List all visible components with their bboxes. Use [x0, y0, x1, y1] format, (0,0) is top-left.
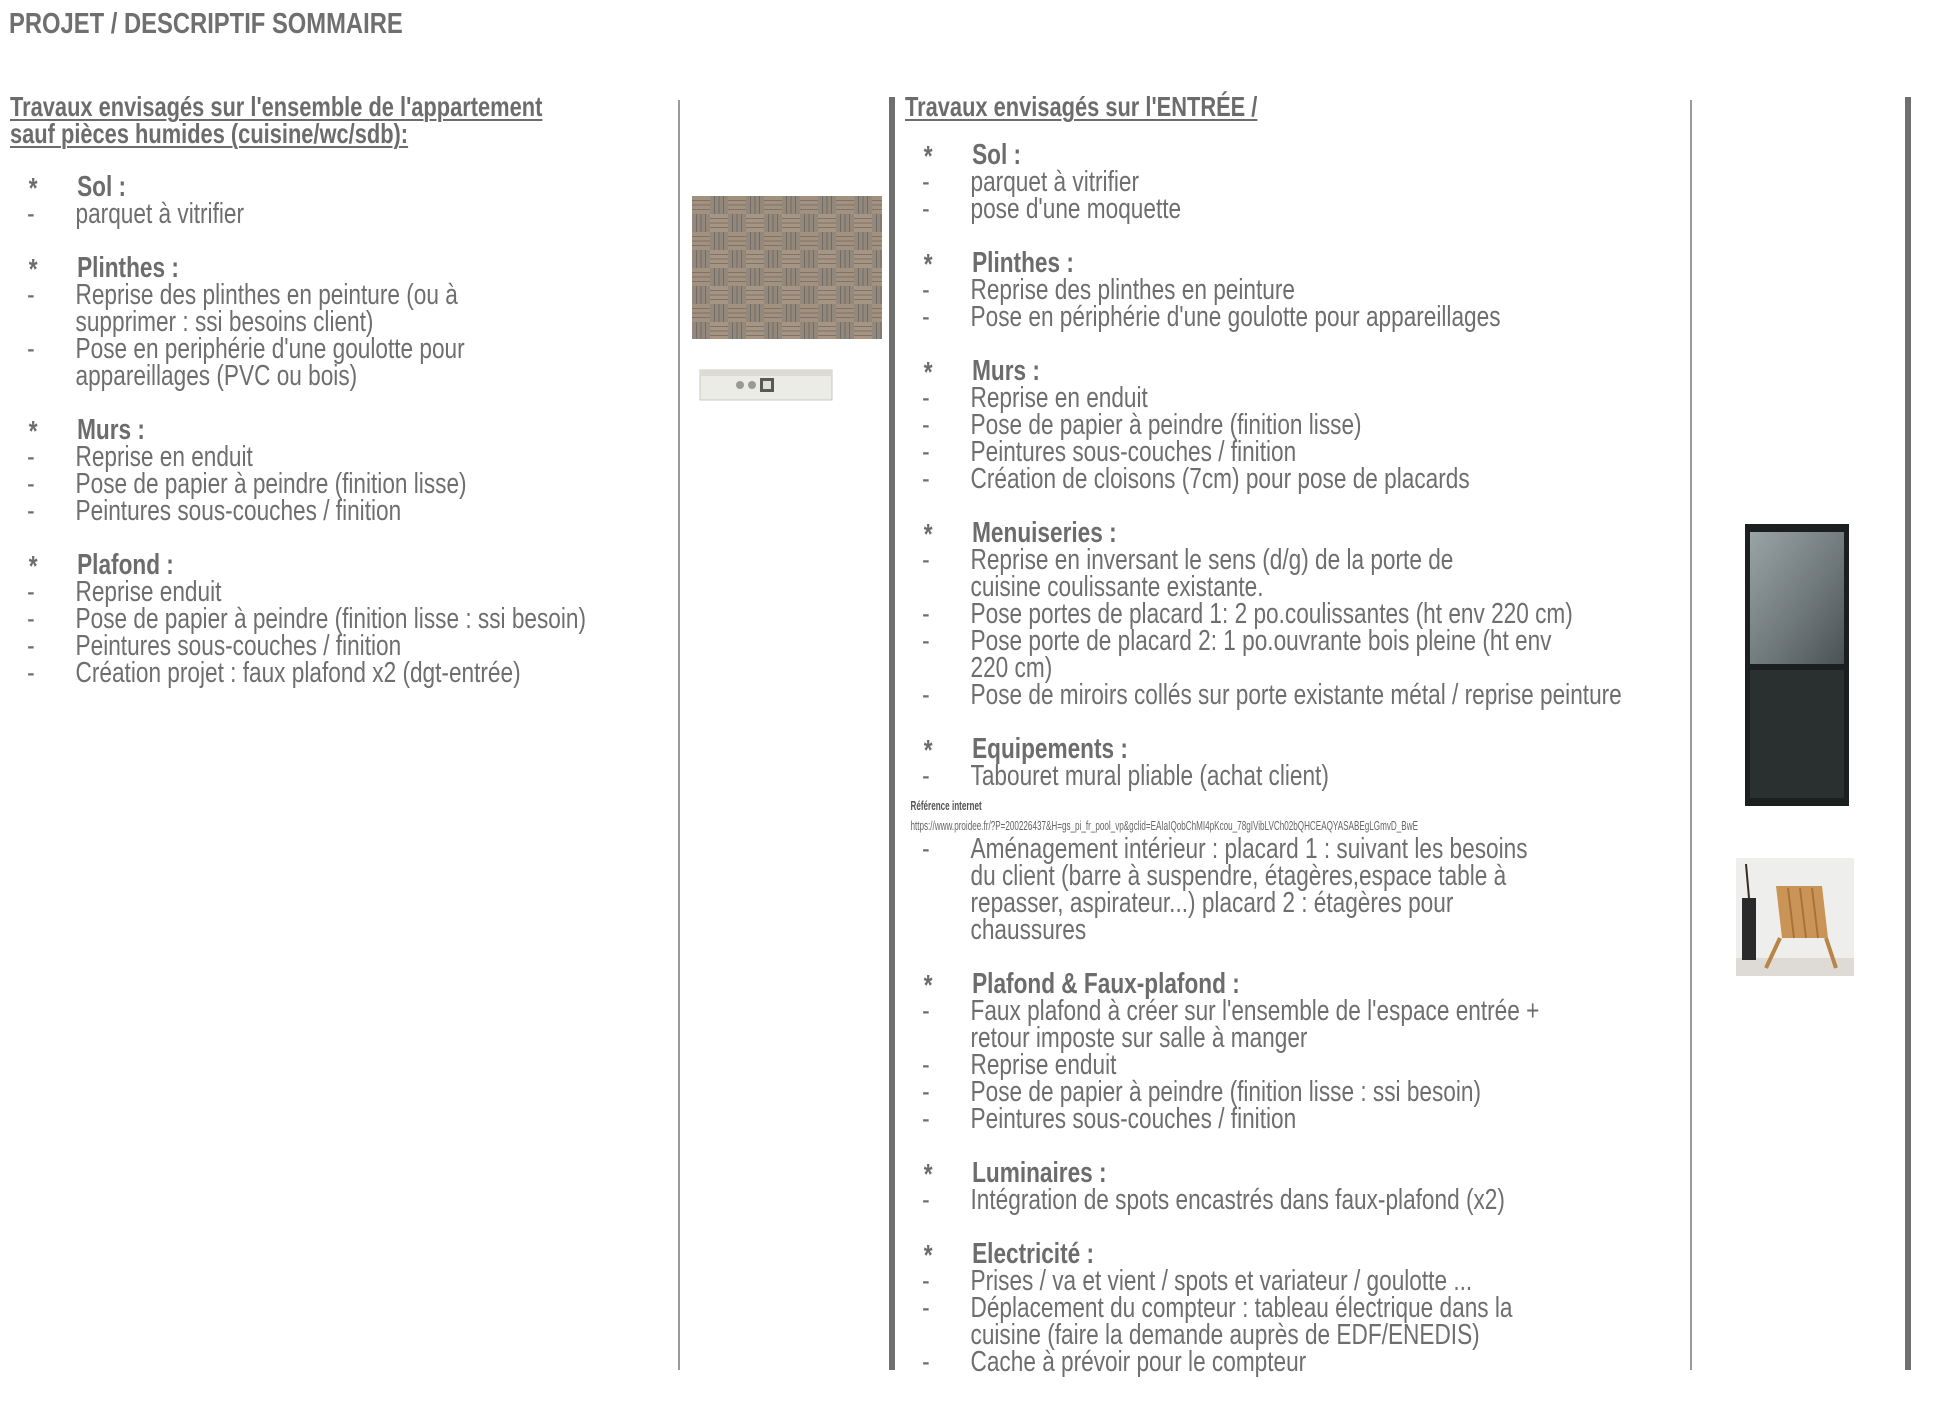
- list-item: - Prises / va et vient / spots et variateur / goulotte ...: [922, 1265, 1473, 1297]
- list-item: - pose d'une moquette: [922, 193, 1182, 225]
- bullet-dash: -: [27, 441, 35, 473]
- bullet-dash: -: [922, 463, 930, 495]
- reference-label: Référence internet: [910, 798, 982, 813]
- bullet-dash: -: [27, 333, 35, 365]
- bullet-dash: -: [922, 382, 930, 414]
- bullet-dash: -: [922, 1049, 930, 1081]
- bullet-star: *: [923, 1159, 933, 1191]
- list-item: - Pose portes de placard 1: 2 po.coulissantes (ht env 220 cm): [922, 598, 1573, 630]
- column-divider-right: [1690, 100, 1692, 1370]
- list-item: - Aménagement intérieur : placard 1 : suivant les besoins du client (barre à suspendre, étagères,espace table à repasser, aspirateur...) placard 2 : étagères pour chaussures: [922, 833, 1528, 946]
- left-heading-line1: Travaux envisagés sur l'ensemble de l'appartement: [10, 91, 543, 122]
- section-title: Plinthes :: [972, 247, 1074, 279]
- left-column-content: [10, 93, 634, 687]
- goulotte-photo: [698, 364, 834, 410]
- list-item: - Faux plafond à créer sur l'ensemble de l'espace entrée + retour imposte sur salle à manger: [922, 995, 1540, 1054]
- bullet-dash: -: [922, 193, 930, 225]
- bullet-dash: -: [27, 630, 35, 662]
- bullet-dash: -: [922, 833, 930, 865]
- bullet-star: *: [28, 173, 38, 205]
- section-title: Plafond :: [77, 549, 174, 581]
- list-item: - Tabouret mural pliable (achat client): [922, 760, 1329, 792]
- right-section-equipements: [905, 733, 1591, 946]
- column-divider-left: [678, 100, 680, 1370]
- bullet-star: *: [923, 357, 933, 389]
- list-item: - Cache à prévoir pour le compteur: [922, 1346, 1307, 1378]
- column-divider-center: [889, 97, 895, 1370]
- bullet-star: *: [28, 254, 38, 286]
- right-section-electricite: [905, 1238, 1591, 1378]
- bullet-star: *: [28, 551, 38, 583]
- list-item: - Peintures sous-couches / finition: [922, 436, 1297, 468]
- bullet-dash: -: [27, 603, 35, 635]
- list-item: - Reprise des plinthes en peinture (ou à supprimer : ssi besoins client): [27, 279, 458, 338]
- mirror-door-photo: [1745, 524, 1849, 806]
- list-item: - Déplacement du compteur : tableau électrique dans la cuisine (faire la demande auprès de EDF/ENEDIS): [922, 1292, 1513, 1351]
- list-item: - Pose de papier à peindre (finition lisse : ssi besoin): [922, 1076, 1482, 1108]
- list-item: - Pose de papier à peindre (finition lisse): [27, 468, 467, 500]
- bullet-dash: -: [922, 1184, 930, 1216]
- bullet-dash: -: [27, 657, 35, 689]
- bullet-star: *: [28, 416, 38, 448]
- list-item: - Création de cloisons (7cm) pour pose de placards: [922, 463, 1470, 495]
- right-section-luminaires: [905, 1157, 1591, 1216]
- folding-stool-photo: [1736, 858, 1854, 976]
- section-title: Luminaires :: [972, 1157, 1107, 1189]
- section-title: Murs :: [77, 414, 145, 446]
- bullet-star: *: [923, 141, 933, 173]
- list-item: - parquet à vitrifier: [27, 198, 244, 230]
- list-item: - Reprise des plinthes en peinture: [922, 274, 1295, 306]
- list-item: - parquet à vitrifier: [922, 166, 1139, 198]
- list-item: - Pose en périphérie d'une goulotte pour appareillages: [922, 301, 1501, 333]
- right-heading: Travaux envisagés sur l'ENTRÉE /: [905, 91, 1258, 122]
- right-section-menuiseries: [905, 517, 1622, 711]
- reference-url: https://www.proidee.fr/?P=200226437&H=gs_pi_fr_pool_vp&gclid=EAIaIQobChMI4pKcou_78gIVibLVCh02bQHCEAQYASABEgLGmvD_BwE: [910, 818, 1418, 833]
- list-item: - Reprise en inversant le sens (d/g) de la porte de cuisine coulissante existante.: [922, 544, 1454, 603]
- bullet-dash: -: [922, 1346, 930, 1378]
- list-item: - Peintures sous-couches / finition: [27, 495, 402, 527]
- right-section-murs: [905, 355, 1591, 495]
- bullet-dash: -: [922, 166, 930, 198]
- right-column-content: [905, 91, 1622, 1378]
- list-item: - Peintures sous-couches / finition: [27, 630, 402, 662]
- section-title: Plafond & Faux-plafond :: [972, 968, 1240, 1000]
- list-item: - Pose de papier à peindre (finition lisse): [922, 409, 1362, 441]
- bullet-dash: -: [922, 760, 930, 792]
- bullet-dash: -: [922, 1076, 930, 1108]
- left-section-plinthes: [10, 252, 634, 392]
- page-title: PROJET / DESCRIPTIF SOMMAIRE: [9, 8, 403, 40]
- left-section-plafond: [10, 549, 634, 689]
- bullet-star: *: [923, 735, 933, 767]
- left-section-sol: [10, 171, 634, 230]
- list-item: - Reprise enduit: [27, 576, 222, 608]
- section-title: Sol :: [77, 171, 127, 203]
- bullet-dash: -: [27, 468, 35, 500]
- bullet-dash: -: [27, 495, 35, 527]
- bullet-dash: -: [922, 301, 930, 333]
- right-section-plafond: [905, 968, 1591, 1135]
- list-item: - Création projet : faux plafond x2 (dgt-entrée): [27, 657, 521, 689]
- left-section-murs: [10, 414, 634, 527]
- list-item: - Intégration de spots encastrés dans faux-plafond (x2): [922, 1184, 1505, 1216]
- section-title: Electricité :: [972, 1238, 1095, 1270]
- parquet-photo: [692, 196, 882, 339]
- section-title: Murs :: [972, 355, 1040, 387]
- right-section-plinthes: [905, 247, 1591, 333]
- bullet-dash: -: [27, 198, 35, 230]
- right-column: [905, 93, 1785, 1376]
- list-item: - Reprise enduit: [922, 1049, 1117, 1081]
- left-heading: [10, 93, 634, 147]
- section-title: Plinthes :: [77, 252, 179, 284]
- section-title: Sol :: [972, 139, 1022, 171]
- bullet-star: *: [923, 1240, 933, 1272]
- section-title: Equipements :: [972, 733, 1128, 765]
- list-item: - Pose de miroirs collés sur porte existante métal / reprise peinture: [922, 679, 1622, 711]
- list-item: - Pose de papier à peindre (finition lisse : ssi besoin): [27, 603, 587, 635]
- list-item: - Reprise en enduit: [922, 382, 1148, 414]
- bullet-dash: -: [922, 598, 930, 630]
- bullet-dash: -: [922, 1103, 930, 1135]
- list-item: - Peintures sous-couches / finition: [922, 1103, 1297, 1135]
- list-item: - Pose porte de placard 2: 1 po.ouvrante bois pleine (ht env 220 cm): [922, 625, 1552, 684]
- section-title: Menuiseries :: [972, 517, 1117, 549]
- bullet-dash: -: [27, 279, 35, 311]
- list-item: - Pose en periphérie d'une goulotte pour appareillages (PVC ou bois): [27, 333, 465, 392]
- left-column: [10, 93, 810, 687]
- bullet-dash: -: [922, 274, 930, 306]
- bullet-star: *: [923, 519, 933, 551]
- bullet-dash: -: [922, 1265, 930, 1297]
- right-section-sol: [905, 139, 1591, 225]
- left-heading-line2: sauf pièces humides (cuisine/wc/sdb):: [10, 118, 409, 149]
- bullet-dash: -: [922, 436, 930, 468]
- bullet-dash: -: [922, 625, 930, 657]
- bullet-dash: -: [922, 1292, 930, 1324]
- bullet-dash: -: [922, 544, 930, 576]
- bullet-dash: -: [922, 409, 930, 441]
- bullet-dash: -: [27, 576, 35, 608]
- bullet-star: *: [923, 249, 933, 281]
- bullet-dash: -: [922, 679, 930, 711]
- list-item: - Reprise en enduit: [27, 441, 253, 473]
- bullet-star: *: [923, 970, 933, 1002]
- bullet-dash: -: [922, 995, 930, 1027]
- page-border-right: [1905, 97, 1911, 1370]
